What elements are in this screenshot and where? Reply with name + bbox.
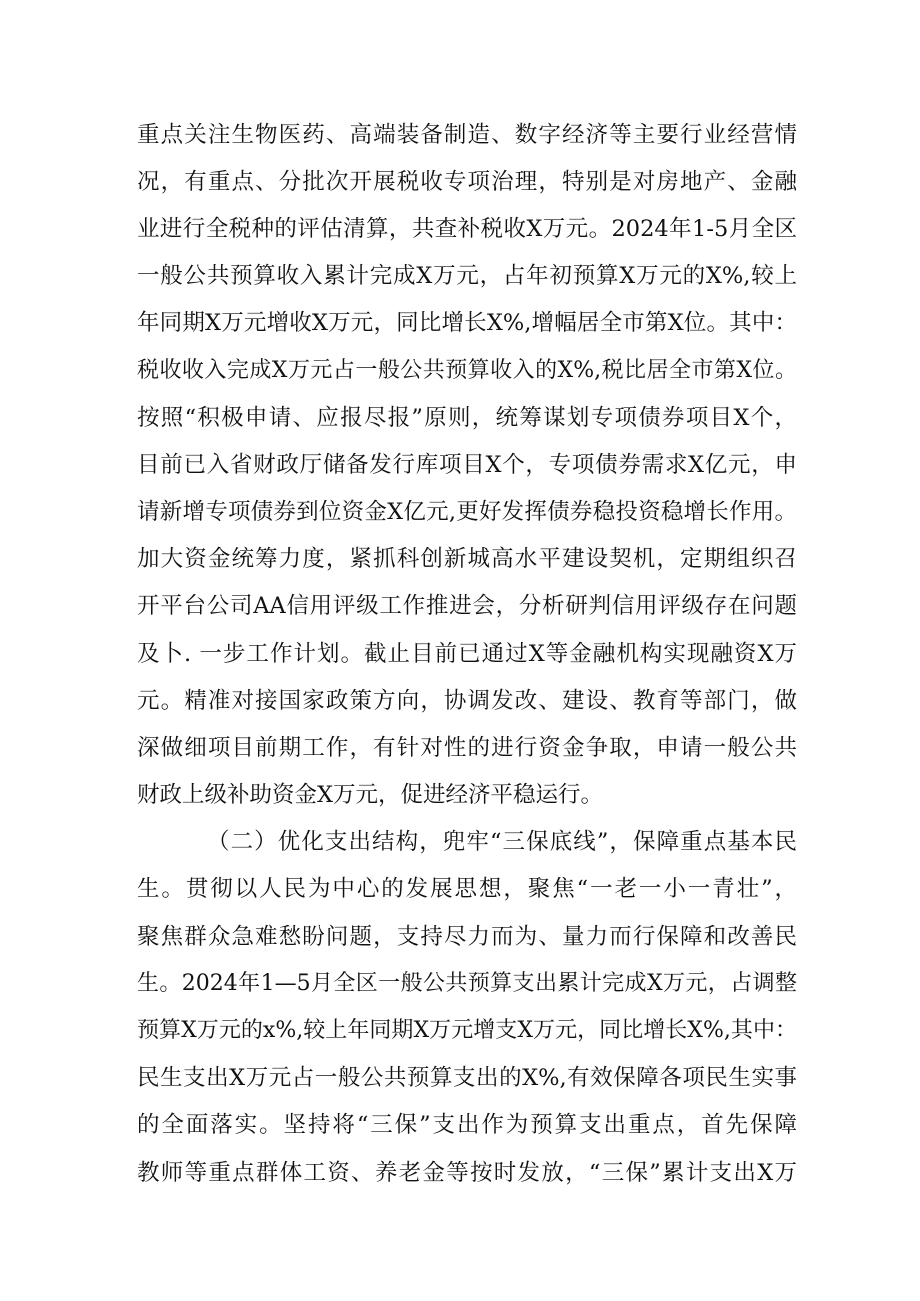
- text-line: 重点关注生物医药、高端装备制造、数字经济等主要行业经营情: [137, 122, 797, 148]
- text-line: 一般公共预算收入累计完成X万元，占年初预算X万元的X%,较上: [137, 263, 797, 289]
- paragraph-end-line: 财政上级补助资金X万元，促进经济平稳运行。: [137, 782, 604, 808]
- text-line: 年同期X万元增收X万元，同比增长X%,增幅居全市第X位。其中：: [137, 310, 797, 336]
- text-line: 及卜. 一步工作计划。截止目前已通过X等金融机构实现融资X万: [137, 641, 797, 667]
- section-heading-line: （二）优化支出结构，兜牢“三保底线”，保障重点基本民: [207, 829, 797, 855]
- text-line: 生。贯彻以人民为中心的发展思想，聚焦“一老一小一青壮”，: [137, 876, 797, 902]
- text-line: 加大资金统筹力度，紧抓科创新城高水平建设契机，定期组织召: [137, 546, 797, 572]
- text-line: 聚焦群众急难愁盼问题，支持尽力而为、量力而行保障和改善民: [137, 924, 797, 950]
- text-line: 深做细项目前期工作，有针对性的进行资金争取，申请一般公共: [137, 735, 797, 761]
- text-line: 按照“积极申请、应报尽报”原则，统筹谋划专项债券项目X个，: [137, 405, 797, 431]
- text-line: 预算X万元的x%,较上年同期X万元增支X万元，同比增长X%,其中：: [137, 1018, 797, 1043]
- text-line: 生。2024年1—5月全区一般公共预算支出累计完成X万元，占调整: [137, 971, 797, 996]
- text-line: 教师等重点群体工资、养老金等按时发放，“三保”累计支出X万: [137, 1160, 797, 1186]
- text-line: 目前已入省财政厅储备发行库项目X个，专项债券需求X亿元，申: [137, 452, 797, 478]
- text-line: 况，有重点、分批次开展税收专项治理，特别是对房地产、金融: [137, 169, 797, 195]
- text-line: 请新增专项债券到位资金X亿元,更好发挥债券稳投资稳增长作用。: [137, 499, 797, 525]
- text-line: 业进行全税种的评估清算，共查补税收X万元。2024年1-5月全区: [137, 216, 797, 242]
- text-line: 开平台公司AA信用评级工作推进会，分析研判信用评级存在问题: [137, 593, 797, 619]
- text-line: 元。精准对接国家政策方向，协调发改、建设、教育等部门，做: [137, 688, 797, 714]
- text-line: 的全面落实。坚持将“三保”支出作为预算支出重点，首先保障: [137, 1112, 797, 1138]
- text-line: 税收收入完成X万元占一般公共预算收入的X%,税比居全市第X位。: [137, 358, 797, 383]
- text-line: 民生支出X万元占一般公共预算支出的X%,有效保障各项民生实事: [137, 1065, 797, 1091]
